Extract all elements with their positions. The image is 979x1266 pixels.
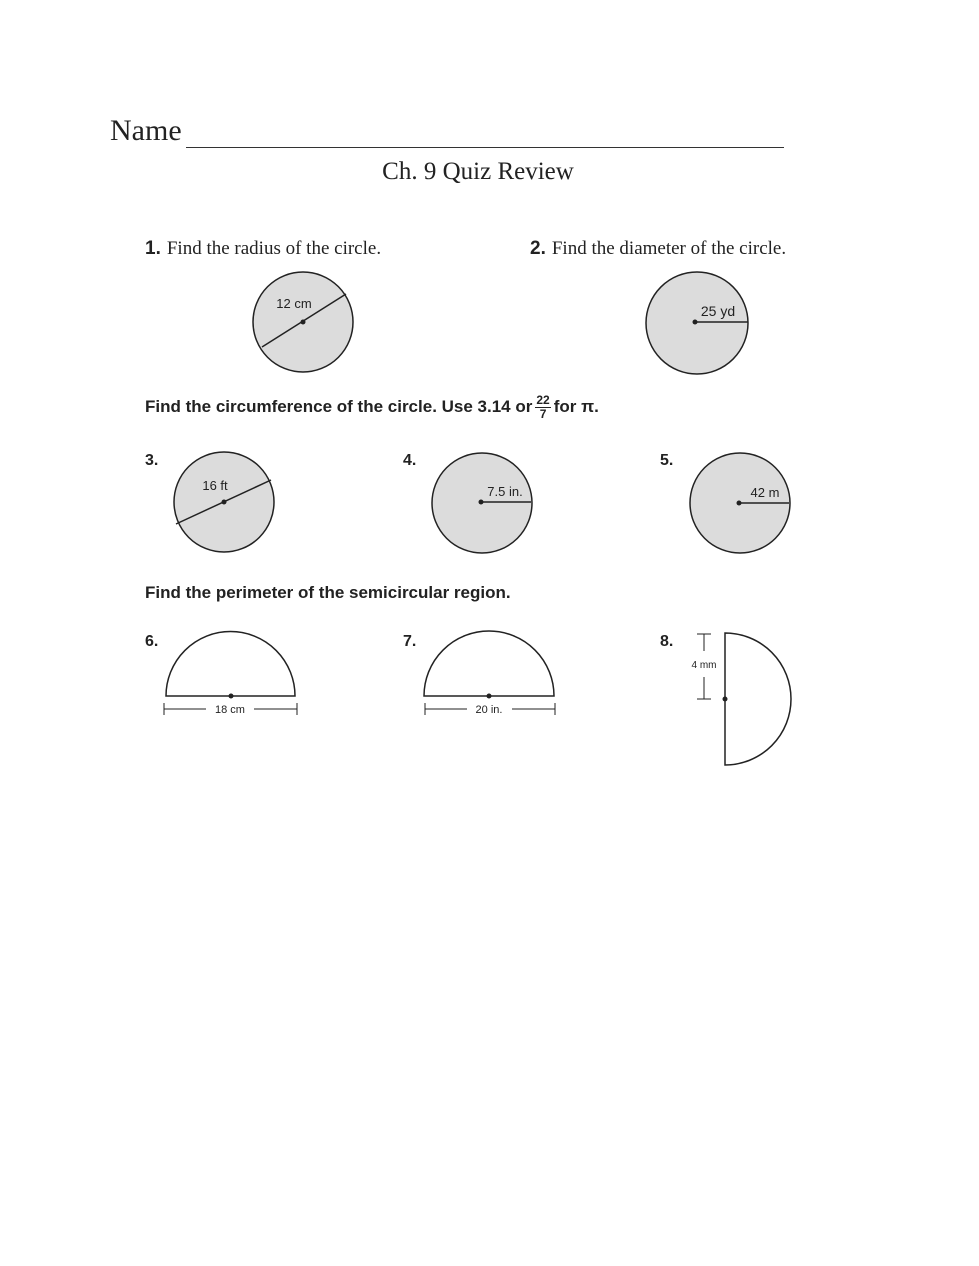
circumference-instruction-post: for π. <box>553 396 599 416</box>
center-point-8 <box>723 697 728 702</box>
center-point-7 <box>487 694 492 699</box>
question-3-number: 3. <box>145 452 159 469</box>
center-point-2 <box>693 320 698 325</box>
question-4-number: 4. <box>403 452 417 469</box>
measure-label-1: 12 cm <box>276 296 312 311</box>
question-5-number: 5. <box>660 452 674 469</box>
question-2-number: 2. <box>530 238 546 259</box>
question-1-number: 1. <box>145 238 161 259</box>
figure-7-semicircle <box>424 631 555 716</box>
figure-6-semicircle <box>164 632 297 716</box>
question-1-text: Find the radius of the circle. <box>166 238 382 259</box>
semicircle-6 <box>166 632 295 696</box>
question-6-number: 6. <box>145 633 159 650</box>
question-7-number: 7. <box>403 633 417 650</box>
semicircle-7 <box>424 631 554 696</box>
center-point-5 <box>737 501 742 506</box>
center-point-3 <box>222 500 227 505</box>
figure-3-circle <box>174 452 274 552</box>
semicircle-8 <box>725 633 791 765</box>
fraction-numerator: 22 <box>536 393 550 407</box>
measure-label-3: 16 ft <box>202 478 228 493</box>
figure-4-circle <box>432 453 532 553</box>
name-label: Name <box>110 114 182 147</box>
measure-label-7: 20 in. <box>475 704 503 716</box>
fraction-denominator: 7 <box>539 407 547 421</box>
measure-label-6: 18 cm <box>215 704 245 716</box>
center-point-4 <box>479 500 484 505</box>
circumference-instruction-pre: Find the circumference of the circle. Use 3.14 or <box>145 396 533 416</box>
question-2-text: Find the diameter of the circle. <box>551 238 787 259</box>
measure-label-2: 25 yd <box>700 303 736 319</box>
figure-2-circle <box>646 272 748 374</box>
center-point-1 <box>301 320 306 325</box>
measure-label-5: 42 m <box>750 485 780 500</box>
figure-1-circle <box>253 272 353 372</box>
figure-8-semicircle <box>692 633 792 765</box>
question-8-number: 8. <box>660 633 674 650</box>
center-point-6 <box>229 694 234 699</box>
perimeter-instruction: Find the perimeter of the semicircular region. <box>145 583 511 602</box>
figure-5-circle <box>690 453 790 553</box>
measure-label-4: 7.5 in. <box>487 484 523 499</box>
measure-label-8: 4 mm <box>691 660 717 671</box>
page-title: Ch. 9 Quiz Review <box>382 158 574 185</box>
